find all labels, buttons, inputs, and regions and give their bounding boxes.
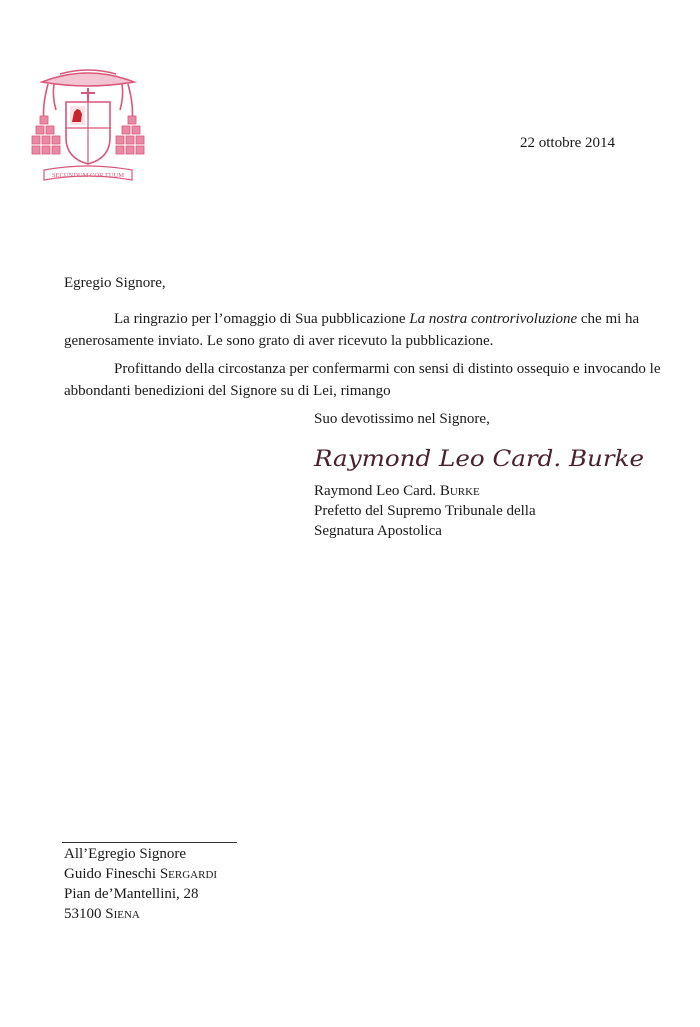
lion-icon xyxy=(70,106,85,125)
handwritten-signature xyxy=(310,438,650,478)
recipient-address xyxy=(64,844,217,924)
recipient-name: Guido Fineschi Sergardi xyxy=(64,866,218,882)
motto-text: SECUNDUM COR TUUM xyxy=(51,172,125,179)
paragraph-1 xyxy=(64,308,664,352)
paragraph-2-text: Profittando della circostanza per confermarmi con sensi di distinto ossequio e invocando le abbondanti benedizioni del Signore su di Lei, rimango xyxy=(64,361,661,399)
recipient-street: Pian de’Mantellini, 28 xyxy=(64,886,199,902)
signatory-title-2: Segnatura Apostolica xyxy=(314,523,442,539)
galero-hat-icon xyxy=(42,73,134,86)
cross-icon xyxy=(81,88,95,102)
coat-of-arms-emblem xyxy=(30,66,146,190)
paragraph-1-text-b: che mi ha generosamente inviato. Le sono grato di aver ricevuto la pubblicazione. xyxy=(64,311,640,349)
paragraph-2 xyxy=(64,358,664,402)
tassels-left-icon xyxy=(32,116,60,154)
recipient-city: 53100 Siena xyxy=(64,906,140,922)
signatory-block xyxy=(314,481,536,541)
salutation: Egregio Signore, xyxy=(64,275,166,291)
signatory-title-1: Prefetto del Supremo Tribunale della xyxy=(314,503,536,519)
svg-text:Raymond Leo Card. Burke: Raymond Leo Card. Burke xyxy=(312,447,644,472)
tassels-right-icon xyxy=(116,116,144,154)
recipient-line-1: All’Egregio Signore xyxy=(64,846,187,862)
closing-formula: Suo devotissimo nel Signore, xyxy=(314,411,490,427)
publication-title: La nostra controrivoluzione xyxy=(409,311,578,327)
signatory-name: Raymond Leo Card. Burke xyxy=(314,483,480,499)
letter-date: 22 ottobre 2014 xyxy=(520,135,615,151)
address-divider xyxy=(62,842,237,843)
paragraph-1-text-a: La ringrazio per l’omaggio di Sua pubblicazione xyxy=(114,311,410,327)
